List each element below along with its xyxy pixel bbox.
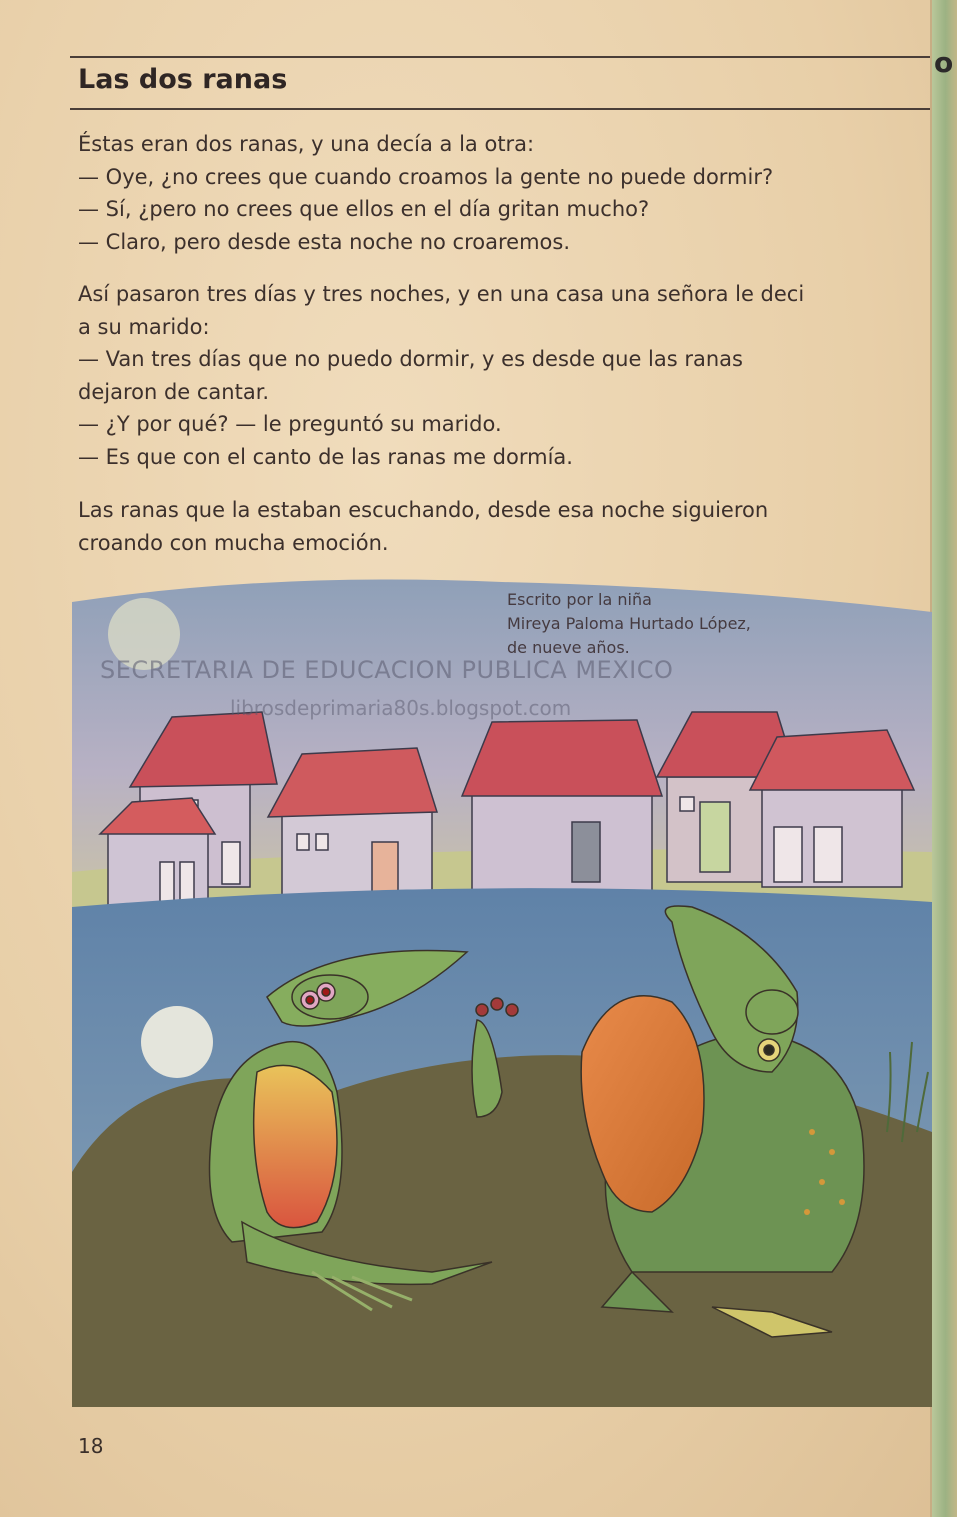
moon-reflection [141, 1006, 213, 1078]
watermark-sep: SECRETARIA DE EDUCACION PUBLICA MEXICO [100, 656, 674, 684]
paragraph-1 [78, 128, 928, 258]
credit-line: de nueve años. [507, 638, 630, 657]
text-line: Las ranas que la estaban escuchando, desde esa noche siguieron [78, 498, 769, 522]
text-line: Éstas eran dos ranas, y una decía a la otra: [78, 132, 535, 156]
text-line: a su marido: [78, 314, 210, 339]
watermark-url: librosdeprimaria80s.blogspot.com [230, 696, 572, 720]
title-rule-bottom [70, 108, 930, 110]
houses [100, 712, 914, 907]
adjacent-page-text: o [934, 46, 954, 79]
author-credit [507, 588, 751, 660]
text-line: — Van tres días que no puedo dormir, y es desde que las ranas [78, 347, 743, 371]
credit-line: Escrito por la niña [507, 590, 652, 609]
text-line: — Claro, pero desde esta noche no croaremos. [78, 229, 571, 254]
story-title: Las dos ranas [78, 64, 288, 95]
adjacent-page-edge [930, 0, 957, 1517]
text-line: — Es que con el canto de las ranas me dormía. [78, 444, 573, 469]
page-number: 18 [78, 1434, 104, 1458]
text-line: — ¿Y por qué? — le preguntó su marido. [78, 412, 502, 436]
text-line: croando con mucha emoción. [78, 530, 389, 555]
paragraph-2 [78, 278, 928, 473]
text-line: Así pasaron tres días y tres noches, y en una casa una señora le deci [78, 282, 805, 306]
title-rule-top [70, 56, 930, 58]
paragraph-3 [78, 494, 928, 559]
text-line: dejaron de cantar. [78, 379, 270, 404]
text-line: — Oye, ¿no crees que cuando croamos la gente no puede dormir? [78, 164, 774, 189]
text-line: — Sí, ¿pero no crees que ellos en el día gritan mucho? [78, 197, 650, 221]
credit-line: Mireya Paloma Hurtado López, [507, 614, 751, 633]
